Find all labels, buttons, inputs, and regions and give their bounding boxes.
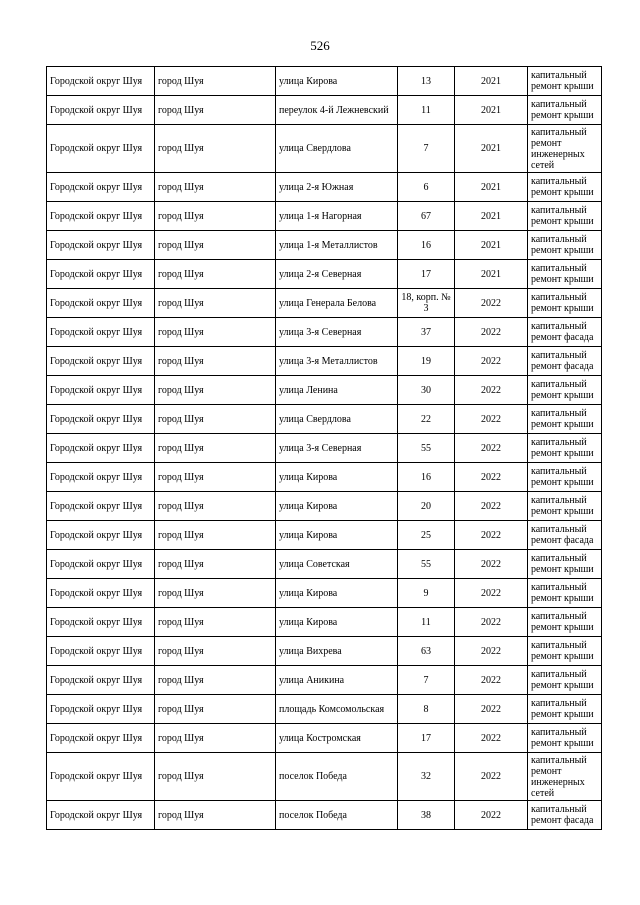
house-number-cell: 55: [398, 434, 455, 463]
house-number-cell: 7: [398, 125, 455, 173]
table-row: [47, 463, 602, 492]
settlement-cell: город Шуя: [155, 492, 276, 521]
settlement-cell: город Шуя: [155, 579, 276, 608]
table-row: [47, 801, 602, 830]
work-type-cell: капитальный ремонт крыши: [528, 666, 602, 695]
street-cell: улица Костромская: [276, 724, 398, 753]
house-number-cell: 13: [398, 67, 455, 96]
settlement-cell: город Шуя: [155, 695, 276, 724]
work-type-cell: капитальный ремонт крыши: [528, 405, 602, 434]
house-number-cell: 19: [398, 347, 455, 376]
settlement-cell: город Шуя: [155, 801, 276, 830]
year-cell: 2021: [455, 96, 528, 125]
settlement-cell: город Шуя: [155, 347, 276, 376]
table-row: [47, 579, 602, 608]
year-cell: 2021: [455, 260, 528, 289]
settlement-cell: город Шуя: [155, 173, 276, 202]
table-row: [47, 202, 602, 231]
table-row: [47, 289, 602, 318]
street-cell: улица 2-я Северная: [276, 260, 398, 289]
house-number-cell: 25: [398, 521, 455, 550]
table-row: [47, 67, 602, 96]
table-row: [47, 376, 602, 405]
year-cell: 2022: [455, 724, 528, 753]
municipality-cell: Городской округ Шуя: [47, 724, 155, 753]
year-cell: 2022: [455, 521, 528, 550]
table-row: [47, 125, 602, 173]
street-cell: улица Кирова: [276, 463, 398, 492]
year-cell: 2022: [455, 637, 528, 666]
settlement-cell: город Шуя: [155, 405, 276, 434]
work-type-cell: капитальный ремонт крыши: [528, 96, 602, 125]
house-number-cell: 63: [398, 637, 455, 666]
settlement-cell: город Шуя: [155, 521, 276, 550]
settlement-cell: город Шуя: [155, 666, 276, 695]
year-cell: 2022: [455, 608, 528, 637]
work-type-cell: капитальный ремонт крыши: [528, 463, 602, 492]
house-number-cell: 32: [398, 753, 455, 801]
year-cell: 2021: [455, 67, 528, 96]
settlement-cell: город Шуя: [155, 125, 276, 173]
table-row: [47, 521, 602, 550]
page-number: 526: [310, 38, 330, 53]
year-cell: 2022: [455, 318, 528, 347]
work-type-cell: капитальный ремонт крыши: [528, 434, 602, 463]
municipality-cell: Городской округ Шуя: [47, 376, 155, 405]
table-row: [47, 96, 602, 125]
work-type-cell: капитальный ремонт фасада: [528, 521, 602, 550]
year-cell: 2021: [455, 173, 528, 202]
house-number-cell: 11: [398, 96, 455, 125]
house-number-cell: 16: [398, 463, 455, 492]
street-cell: улица Советская: [276, 550, 398, 579]
street-cell: улица 3-я Северная: [276, 318, 398, 347]
work-type-cell: капитальный ремонт фасада: [528, 318, 602, 347]
municipality-cell: Городской округ Шуя: [47, 666, 155, 695]
street-cell: улица Свердлова: [276, 405, 398, 434]
year-cell: 2021: [455, 231, 528, 260]
table-row: [47, 608, 602, 637]
table-row: [47, 173, 602, 202]
year-cell: 2022: [455, 666, 528, 695]
street-cell: площадь Комсомольская: [276, 695, 398, 724]
municipality-cell: Городской округ Шуя: [47, 67, 155, 96]
work-type-cell: капитальный ремонт крыши: [528, 376, 602, 405]
work-type-cell: капитальный ремонт фасада: [528, 801, 602, 830]
street-cell: улица Свердлова: [276, 125, 398, 173]
table-row: [47, 724, 602, 753]
table-row: [47, 347, 602, 376]
municipality-cell: Городской округ Шуя: [47, 801, 155, 830]
settlement-cell: город Шуя: [155, 753, 276, 801]
settlement-cell: город Шуя: [155, 231, 276, 260]
municipality-cell: Городской округ Шуя: [47, 202, 155, 231]
settlement-cell: город Шуя: [155, 724, 276, 753]
street-cell: улица Кирова: [276, 579, 398, 608]
table-row: [47, 318, 602, 347]
house-number-cell: 55: [398, 550, 455, 579]
municipality-cell: Городской округ Шуя: [47, 608, 155, 637]
municipality-cell: Городской округ Шуя: [47, 637, 155, 666]
house-number-cell: 7: [398, 666, 455, 695]
settlement-cell: город Шуя: [155, 318, 276, 347]
house-number-cell: 18, корп. № 3: [398, 289, 455, 318]
settlement-cell: город Шуя: [155, 550, 276, 579]
work-type-cell: капитальный ремонт крыши: [528, 231, 602, 260]
street-cell: улица Вихрева: [276, 637, 398, 666]
table-row: [47, 550, 602, 579]
municipality-cell: Городской округ Шуя: [47, 173, 155, 202]
street-cell: улица 1-я Нагорная: [276, 202, 398, 231]
street-cell: поселок Победа: [276, 801, 398, 830]
municipality-cell: Городской округ Шуя: [47, 579, 155, 608]
work-type-cell: капитальный ремонт крыши: [528, 724, 602, 753]
table-row: [47, 231, 602, 260]
work-type-cell: капитальный ремонт инженерных сетей: [528, 753, 602, 801]
work-type-cell: капитальный ремонт крыши: [528, 289, 602, 318]
street-cell: улица 2-я Южная: [276, 173, 398, 202]
street-cell: улица Кирова: [276, 492, 398, 521]
municipality-cell: Городской округ Шуя: [47, 521, 155, 550]
street-cell: улица 3-я Северная: [276, 434, 398, 463]
year-cell: 2022: [455, 463, 528, 492]
house-number-cell: 11: [398, 608, 455, 637]
house-number-cell: 17: [398, 260, 455, 289]
year-cell: 2022: [455, 376, 528, 405]
year-cell: 2022: [455, 347, 528, 376]
table-row: [47, 492, 602, 521]
street-cell: поселок Победа: [276, 753, 398, 801]
settlement-cell: город Шуя: [155, 434, 276, 463]
settlement-cell: город Шуя: [155, 260, 276, 289]
municipality-cell: Городской округ Шуя: [47, 125, 155, 173]
street-cell: улица Ленина: [276, 376, 398, 405]
table-row: [47, 637, 602, 666]
year-cell: 2022: [455, 801, 528, 830]
work-type-cell: капитальный ремонт крыши: [528, 67, 602, 96]
work-type-cell: капитальный ремонт инженерных сетей: [528, 125, 602, 173]
work-type-cell: капитальный ремонт крыши: [528, 173, 602, 202]
street-cell: улица Генерала Белова: [276, 289, 398, 318]
street-cell: улица Кирова: [276, 67, 398, 96]
year-cell: 2022: [455, 289, 528, 318]
work-type-cell: капитальный ремонт крыши: [528, 492, 602, 521]
year-cell: 2022: [455, 405, 528, 434]
municipality-cell: Городской округ Шуя: [47, 260, 155, 289]
municipality-cell: Городской округ Шуя: [47, 434, 155, 463]
settlement-cell: город Шуя: [155, 608, 276, 637]
year-cell: 2022: [455, 579, 528, 608]
house-number-cell: 20: [398, 492, 455, 521]
year-cell: 2022: [455, 550, 528, 579]
work-type-cell: капитальный ремонт крыши: [528, 637, 602, 666]
municipality-cell: Городской округ Шуя: [47, 463, 155, 492]
municipality-cell: Городской округ Шуя: [47, 550, 155, 579]
municipality-cell: Городской округ Шуя: [47, 96, 155, 125]
house-number-cell: 16: [398, 231, 455, 260]
house-number-cell: 9: [398, 579, 455, 608]
settlement-cell: город Шуя: [155, 637, 276, 666]
house-number-cell: 22: [398, 405, 455, 434]
municipality-cell: Городской округ Шуя: [47, 405, 155, 434]
street-cell: улица Кирова: [276, 521, 398, 550]
year-cell: 2021: [455, 125, 528, 173]
work-type-cell: капитальный ремонт крыши: [528, 695, 602, 724]
house-number-cell: 37: [398, 318, 455, 347]
settlement-cell: город Шуя: [155, 376, 276, 405]
municipality-cell: Городской округ Шуя: [47, 492, 155, 521]
year-cell: 2022: [455, 492, 528, 521]
repair-schedule-table: [46, 66, 602, 830]
municipality-cell: Городской округ Шуя: [47, 318, 155, 347]
table-row: [47, 405, 602, 434]
house-number-cell: 38: [398, 801, 455, 830]
work-type-cell: капитальный ремонт крыши: [528, 202, 602, 231]
work-type-cell: капитальный ремонт крыши: [528, 608, 602, 637]
table-row: [47, 666, 602, 695]
year-cell: 2022: [455, 695, 528, 724]
municipality-cell: Городской округ Шуя: [47, 231, 155, 260]
municipality-cell: Городской округ Шуя: [47, 347, 155, 376]
table-row: [47, 260, 602, 289]
year-cell: 2022: [455, 753, 528, 801]
house-number-cell: 6: [398, 173, 455, 202]
municipality-cell: Городской округ Шуя: [47, 753, 155, 801]
house-number-cell: 8: [398, 695, 455, 724]
work-type-cell: капитальный ремонт крыши: [528, 579, 602, 608]
table-row: [47, 695, 602, 724]
house-number-cell: 17: [398, 724, 455, 753]
settlement-cell: город Шуя: [155, 289, 276, 318]
street-cell: улица Кирова: [276, 608, 398, 637]
year-cell: 2021: [455, 202, 528, 231]
settlement-cell: город Шуя: [155, 463, 276, 492]
settlement-cell: город Шуя: [155, 202, 276, 231]
table-row: [47, 753, 602, 801]
settlement-cell: город Шуя: [155, 67, 276, 96]
street-cell: улица 1-я Металлистов: [276, 231, 398, 260]
street-cell: улица Аникина: [276, 666, 398, 695]
street-cell: улица 3-я Металлистов: [276, 347, 398, 376]
settlement-cell: город Шуя: [155, 96, 276, 125]
year-cell: 2022: [455, 434, 528, 463]
work-type-cell: капитальный ремонт крыши: [528, 260, 602, 289]
house-number-cell: 67: [398, 202, 455, 231]
work-type-cell: капитальный ремонт фасада: [528, 347, 602, 376]
municipality-cell: Городской округ Шуя: [47, 289, 155, 318]
work-type-cell: капитальный ремонт крыши: [528, 550, 602, 579]
house-number-cell: 30: [398, 376, 455, 405]
municipality-cell: Городской округ Шуя: [47, 695, 155, 724]
street-cell: переулок 4-й Лежневский: [276, 96, 398, 125]
table-row: [47, 434, 602, 463]
